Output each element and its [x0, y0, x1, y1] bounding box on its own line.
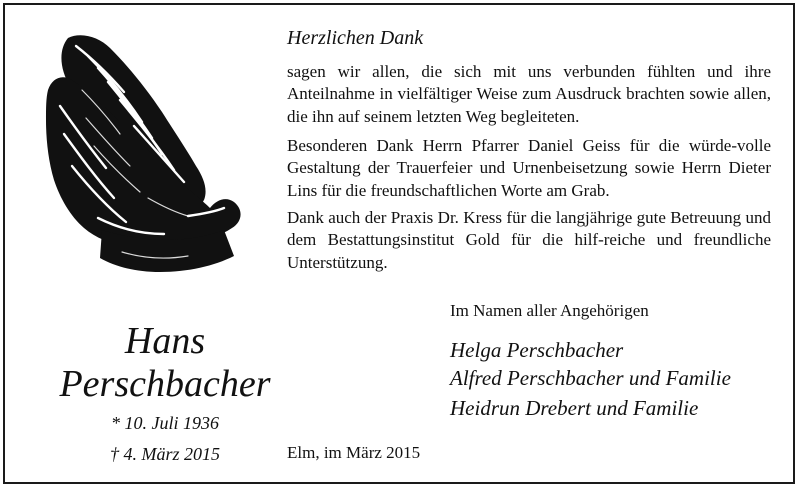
birth-date: * 10. Juli 1936	[111, 413, 219, 433]
deceased-last-name: Perschbacher	[59, 363, 271, 405]
signature-name: Helga Perschbacher	[450, 338, 624, 362]
paragraph-special-thanks: Besonderen Dank Herrn Pfarrer Daniel Geiss für die würde-volle Gestaltung der Trauerfeier und Urnenbeisetzung sowie Herrn Dieter Lins für die freundschaftlichen Worte am Grab.	[287, 136, 771, 200]
paragraph-thanks: sagen wir allen, die sich mit uns verbunden fühlten und ihre Anteilnahme in vielfältiger Weise zum Ausdruck brachten sowie allen, die ihn auf seinem letzten Weg begleiteten.	[287, 62, 771, 126]
notice-heading: Herzlichen Dank	[287, 27, 424, 49]
place-date: Elm, im März 2015	[287, 443, 421, 462]
signature-intro: Im Namen aller Angehörigen	[450, 301, 649, 320]
praying-hands-icon	[38, 30, 254, 274]
paragraph-further-thanks: Dank auch der Praxis Dr. Kress für die langjährige gute Betreuung und dem Bestattungsinstitut Gold für die hilf-reiche und freundliche Unterstützung.	[287, 208, 771, 272]
deceased-first-name: Hans	[124, 320, 206, 362]
signature-name: Heidrun Drebert und Familie	[450, 396, 699, 420]
signature-name: Alfred Perschbacher und Familie	[450, 366, 731, 390]
death-date: † 4. März 2015	[109, 444, 220, 464]
